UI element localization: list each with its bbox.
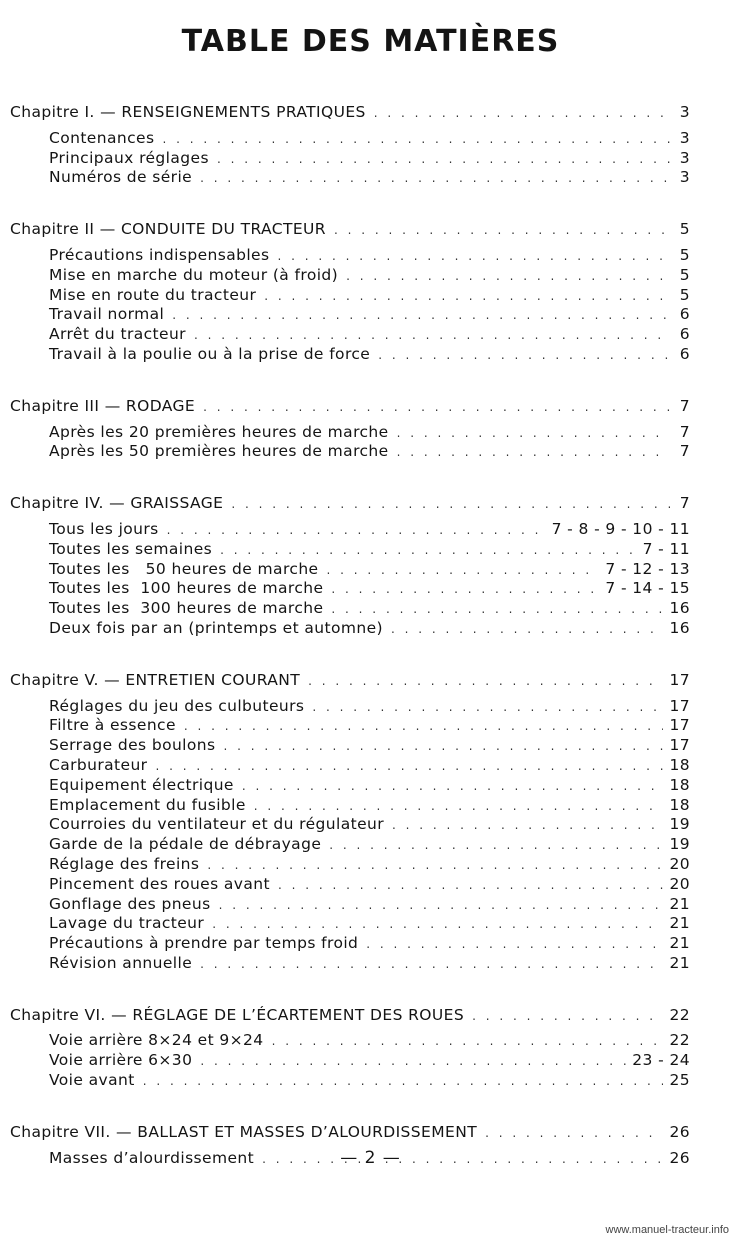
dot-leader	[242, 777, 664, 796]
toc-entry[interactable]	[10, 305, 690, 325]
page-number: 25	[669, 1071, 690, 1090]
dot-leader	[277, 247, 670, 266]
toc-entry[interactable]	[10, 560, 690, 580]
toc-entry[interactable]	[10, 697, 690, 717]
chapter-heading[interactable]	[10, 671, 690, 691]
page-number: 3	[679, 148, 690, 167]
chapter-heading[interactable]	[10, 1006, 690, 1026]
dot-leader	[223, 737, 663, 756]
toc-entry[interactable]	[10, 129, 690, 149]
dot-leader	[392, 816, 663, 835]
entry-title: Voie avant	[49, 1071, 135, 1090]
dot-leader	[207, 856, 663, 875]
dot-leader	[391, 620, 663, 639]
page-number: 21	[669, 894, 690, 913]
dot-leader	[143, 1072, 664, 1091]
page-number: 20	[669, 874, 690, 893]
dot-leader	[220, 541, 636, 560]
toc-entry[interactable]	[10, 149, 690, 169]
toc-entry[interactable]	[10, 168, 690, 188]
toc-entry[interactable]	[10, 266, 690, 286]
page-number: 5	[679, 285, 690, 304]
toc-entry[interactable]	[10, 776, 690, 796]
page-number: 18	[669, 795, 690, 814]
toc-entry[interactable]	[10, 756, 690, 776]
chapter-title: Chapitre V. — ENTRETIEN COURANT	[10, 670, 301, 689]
page-number: 17	[669, 736, 690, 755]
dot-leader	[397, 443, 670, 462]
page-number: 5	[679, 265, 690, 284]
entry-title: Serrage des boulons	[49, 736, 216, 755]
page-number: 17	[669, 670, 690, 689]
entry-title: Filtre à essence	[49, 716, 176, 735]
entry-title: Principaux réglages	[49, 148, 209, 167]
toc-entry[interactable]	[10, 855, 690, 875]
entry-title: Garde de la pédale de débrayage	[49, 835, 322, 854]
page-number: 3	[679, 103, 690, 121]
entry-title: Toutes les semaines	[49, 539, 213, 558]
chapter-5	[10, 671, 690, 974]
entry-title: Réglage des freins	[49, 854, 200, 873]
dot-leader	[219, 896, 664, 915]
entry-title: Masses d’alourdissement	[49, 1148, 255, 1167]
toc-entry[interactable]	[10, 1051, 690, 1071]
page-title: TABLE DES MATIÈRES	[181, 24, 560, 59]
dot-leader	[203, 398, 670, 417]
toc-entry[interactable]	[10, 540, 690, 560]
entry-title: Contenances	[49, 128, 155, 147]
page-number: 21	[669, 914, 690, 933]
dot-leader	[346, 267, 670, 286]
chapter-heading[interactable]	[10, 103, 690, 123]
entry-title: Révision annuelle	[49, 953, 193, 972]
page-number: 6	[679, 344, 690, 363]
dot-leader	[200, 169, 670, 188]
dot-leader	[312, 698, 663, 717]
page-number: 7	[679, 494, 690, 513]
dot-leader	[172, 306, 670, 325]
dot-leader	[374, 104, 670, 123]
page-number: 20	[669, 854, 690, 873]
entry-title: Tous les jours	[49, 519, 159, 538]
dot-leader	[397, 424, 670, 443]
toc-entry[interactable]	[10, 599, 690, 619]
dot-leader	[366, 935, 663, 954]
dot-leader	[212, 915, 663, 934]
entry-title: Lavage du tracteur	[49, 914, 205, 933]
entry-title: Voie arrière 8×24 et 9×24	[49, 1031, 264, 1050]
entry-title: Courroies du ventilateur et du régulateur	[49, 815, 385, 834]
chapter-title: Chapitre VII. — BALLAST ET MASSES D’ALOURDISSEMENT	[10, 1122, 478, 1141]
dot-leader	[184, 717, 664, 736]
page-number: 16	[669, 618, 690, 637]
toc-entry[interactable]	[10, 423, 690, 443]
chapter-heading[interactable]	[10, 1123, 690, 1143]
dot-leader	[231, 495, 670, 514]
entry-title: Equipement électrique	[49, 775, 234, 794]
toc-entry[interactable]	[10, 954, 690, 974]
chapter-1	[10, 103, 690, 188]
toc-entry[interactable]	[10, 325, 690, 345]
page-number: 7 - 14 - 15	[605, 579, 690, 598]
dot-leader	[472, 1007, 663, 1026]
toc-entry[interactable]	[10, 579, 690, 599]
entry-title: Toutes les 50 heures de marche	[49, 559, 319, 578]
dot-leader	[485, 1124, 663, 1143]
entry-title: Après les 50 premières heures de marche	[49, 442, 389, 461]
chapter-heading[interactable]	[10, 220, 690, 240]
dot-leader	[194, 326, 670, 345]
toc-entry[interactable]	[10, 815, 690, 835]
chapter-4	[10, 494, 690, 639]
page-number: 7	[679, 442, 690, 461]
toc-entry[interactable]	[10, 796, 690, 816]
entry-title: Travail à la poulie ou à la prise de force	[49, 344, 371, 363]
dot-leader	[217, 150, 670, 169]
page-number: 18	[669, 755, 690, 774]
toc-entry[interactable]	[10, 716, 690, 736]
dot-leader	[278, 876, 663, 895]
chapter-title: Chapitre I. — RENSEIGNEMENTS PRATIQUES	[10, 103, 366, 121]
toc-entry[interactable]	[10, 1031, 690, 1051]
dot-leader	[167, 521, 546, 540]
watermark: www.manuel-tracteur.info	[605, 1224, 729, 1236]
page-number-footer: — 2 —	[340, 1148, 401, 1168]
page-number: 21	[669, 953, 690, 972]
dot-leader	[308, 672, 663, 691]
dot-leader	[264, 287, 670, 306]
dot-leader	[155, 757, 663, 776]
toc-entry[interactable]	[10, 895, 690, 915]
toc-entry[interactable]	[10, 619, 690, 639]
chapter-6	[10, 1006, 690, 1091]
chapter-title: Chapitre IV. — GRAISSAGE	[10, 494, 224, 513]
dot-leader	[272, 1032, 664, 1051]
toc-entry[interactable]	[10, 835, 690, 855]
chapter-title: Chapitre III — RODAGE	[10, 396, 196, 415]
entry-title: Toutes les 100 heures de marche	[49, 579, 324, 598]
toc-entry[interactable]	[10, 934, 690, 954]
page-number: 26	[669, 1148, 690, 1167]
entry-title: Pincement des roues avant	[49, 874, 270, 893]
page-number: 19	[669, 835, 690, 854]
dot-leader	[200, 1052, 626, 1071]
chapter-title: Chapitre II — CONDUITE DU TRACTEUR	[10, 220, 326, 239]
entry-title: Précautions indispensables	[49, 245, 270, 264]
entry-title: Après les 20 premières heures de marche	[49, 422, 389, 441]
dot-leader	[331, 580, 599, 599]
page-number: 7 - 8 - 9 - 10 - 11	[551, 519, 690, 538]
page-number: 5	[679, 220, 690, 239]
dot-leader	[162, 130, 670, 149]
entry-title: Travail normal	[49, 305, 165, 324]
page-number: 3	[679, 128, 690, 147]
entry-title: Mise en marche du moteur (à froid)	[49, 265, 339, 284]
entry-title: Réglages du jeu des culbuteurs	[49, 696, 305, 715]
entry-title: Précautions à prendre par temps froid	[49, 934, 359, 953]
chapter-heading[interactable]	[10, 397, 690, 417]
page-number: 7	[679, 422, 690, 441]
toc-entry[interactable]	[10, 1071, 690, 1091]
page-number: 22	[669, 1031, 690, 1050]
chapter-2	[10, 220, 690, 365]
entry-title: Toutes les 300 heures de marche	[49, 599, 324, 618]
entry-title: Gonflage des pneus	[49, 894, 211, 913]
toc-entry[interactable]	[10, 286, 690, 306]
page-number: 5	[679, 245, 690, 264]
entry-title: Numéros de série	[49, 168, 193, 187]
dot-leader	[329, 836, 663, 855]
toc-entry[interactable]	[10, 345, 690, 365]
chapter-3	[10, 397, 690, 462]
toc-entry[interactable]	[10, 914, 690, 934]
page-number: 6	[679, 305, 690, 324]
table-of-contents	[10, 103, 690, 1168]
entry-title: Emplacement du fusible	[49, 795, 246, 814]
toc-entry[interactable]	[10, 442, 690, 462]
toc-entry[interactable]	[10, 246, 690, 266]
entry-title: Voie arrière 6×30	[49, 1051, 193, 1070]
page-number: 23 - 24	[632, 1051, 690, 1070]
dot-leader	[331, 600, 663, 619]
dot-leader	[378, 346, 670, 365]
page-number: 21	[669, 934, 690, 953]
page-number: 7 - 11	[642, 539, 690, 558]
page-number: 22	[669, 1005, 690, 1024]
page-number: 3	[679, 168, 690, 187]
page-number: 17	[669, 716, 690, 735]
entry-title: Carburateur	[49, 755, 148, 774]
page-number: 17	[669, 696, 690, 715]
page-number: 16	[669, 599, 690, 618]
page-number: 7 - 12 - 13	[605, 559, 690, 578]
dot-leader	[334, 221, 670, 240]
entry-title: Deux fois par an (printemps et automne)	[49, 618, 384, 637]
chapter-heading[interactable]	[10, 494, 690, 514]
page-number: 18	[669, 775, 690, 794]
page-number: 26	[669, 1122, 690, 1141]
entry-title: Mise en route du tracteur	[49, 285, 257, 304]
chapter-title: Chapitre VI. — RÉGLAGE DE L’ÉCARTEMENT DES ROUES	[10, 1005, 465, 1024]
toc-entry[interactable]	[10, 520, 690, 540]
dot-leader	[254, 797, 664, 816]
page-number: 7	[679, 396, 690, 415]
page-number: 6	[679, 325, 690, 344]
toc-entry[interactable]	[10, 875, 690, 895]
dot-leader	[326, 561, 599, 580]
page-number: 19	[669, 815, 690, 834]
entry-title: Arrêt du tracteur	[49, 325, 186, 344]
dot-leader	[200, 955, 663, 974]
toc-entry[interactable]	[10, 736, 690, 756]
